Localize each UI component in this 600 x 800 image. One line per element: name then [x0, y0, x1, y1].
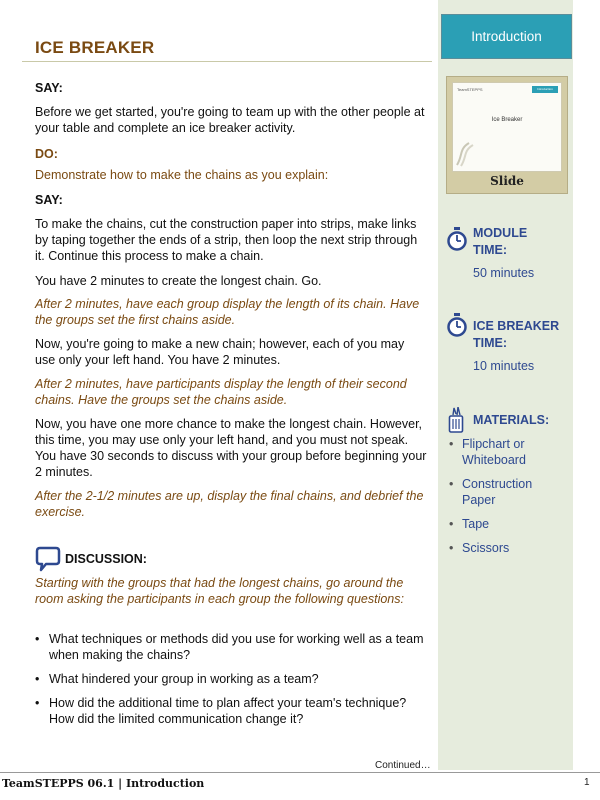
materials-list [448, 436, 568, 564]
module-time-label: MODULE TIME: [473, 226, 528, 257]
slide-thumb-tab: Introduction [532, 86, 558, 93]
timer-icon [446, 227, 468, 251]
title-divider [22, 61, 432, 62]
icebreaker-time-value: 10 minutes [473, 359, 535, 373]
do-text: Demonstrate how to make the chains as you explain: [35, 168, 329, 182]
say-label: SAY: [35, 81, 63, 95]
discussion-question: • What hindered your group in working as a team? [35, 671, 427, 687]
footer-label: TeamSTEPPS 06.1 | Introduction [2, 777, 205, 790]
section-tab-introduction: Introduction [441, 14, 572, 59]
speech-bubble-icon [35, 546, 61, 572]
facilitator-note: After 2 minutes, have each group display the length of its chain. Have the groups set the first chains aside. [35, 297, 420, 327]
materials-item: • Construction Paper [448, 476, 568, 508]
slide-label: Slide [490, 174, 524, 188]
instructions-paragraph: To make the chains, cut the construction paper into strips, make links by taping together the ends of a strip, then loop the next strip through it. Continue this process to make a chain. [35, 217, 418, 263]
discussion-label: DISCUSSION: [65, 552, 147, 566]
timer-icon [446, 313, 468, 337]
materials-item: • Scissors [448, 540, 568, 556]
icebreaker-time-label: ICE BREAKER TIME: [473, 319, 560, 350]
module-time-value: 50 minutes [473, 266, 535, 280]
pencil-cup-icon [448, 407, 464, 433]
discussion-heading [35, 546, 147, 572]
discussion-questions [35, 631, 427, 735]
instructions-paragraph: Now, you have one more chance to make the longest chain. However, this time, you may use only your left hand, and you must not speak. You have 30 seconds to discuss with your group before beginning your 2 minutes. [35, 417, 427, 479]
discussion-intro: Starting with the groups that had the longest chains, go around the room asking the participants in each group the following questions: [35, 576, 404, 606]
instructions-paragraph: Now, you're going to make a new chain; however, each of you may use only your left hand. You have 2 minutes. [35, 337, 405, 367]
say-label: SAY: [35, 193, 63, 207]
facilitator-note: After 2 minutes, have participants display the length of their second chains. Have the groups set the chains aside. [35, 377, 407, 407]
slide-thumb-title: Ice Breaker [491, 117, 523, 123]
say-text: Before we get started, you're going to team up with the other people at your table and complete an ice breaker activity. [35, 105, 425, 135]
footer-divider [0, 772, 600, 773]
do-label: DO: [35, 147, 58, 161]
materials-item: • Tape [448, 516, 568, 532]
materials-label: MATERIALS: [473, 413, 550, 427]
slide-thumb-swirl-graphic [455, 141, 475, 167]
slide-thumbnail-page [452, 82, 562, 172]
page-number: 1 [584, 777, 590, 788]
instructions-paragraph: You have 2 minutes to create the longest chain. Go. [35, 274, 322, 288]
discussion-question: • How did the additional time to plan affect your team's technique? How did the limited communication change it? [35, 695, 427, 727]
facilitator-note: After the 2-1/2 minutes are up, display the final chains, and debrief the exercise. [35, 489, 424, 519]
discussion-question: • What techniques or methods did you use for working well as a team when making the chains? [35, 631, 427, 663]
page-title: ICE BREAKER [35, 38, 155, 57]
slide-thumb-brand: TeamSTEPPS [457, 87, 483, 92]
materials-item: • Flipchart or Whiteboard [448, 436, 568, 468]
continued-note: Continued… [375, 760, 431, 771]
slide-thumbnail [446, 76, 568, 194]
